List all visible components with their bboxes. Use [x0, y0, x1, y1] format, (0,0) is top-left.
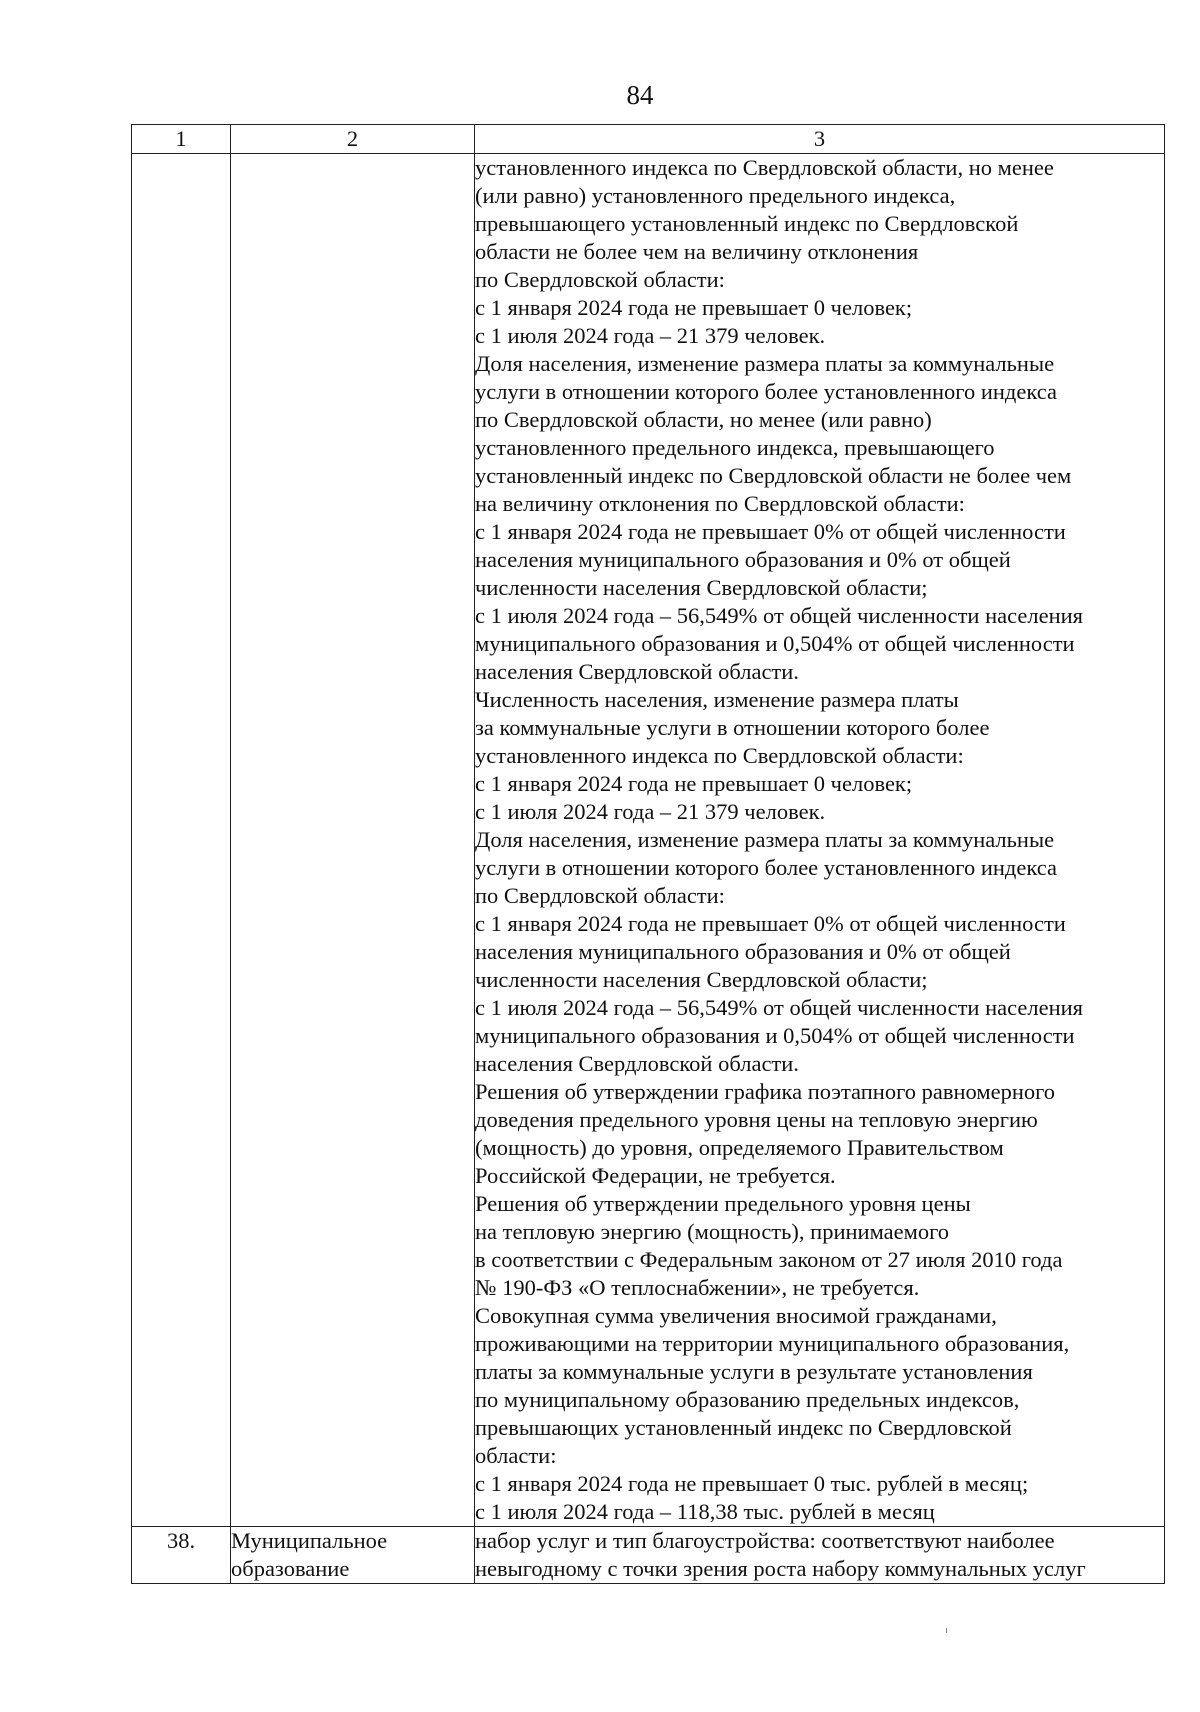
continuation-name-cell	[231, 154, 475, 1527]
text-line: с 1 января 2024 года не превышает 0 человек;	[475, 771, 913, 796]
text-line: превышающих установленный индекс по Свердловской	[475, 1415, 1012, 1440]
text-line: с 1 июля 2024 года – 56,549% от общей численности населения	[475, 603, 1083, 628]
text-line: Совокупная сумма увеличения вносимой гражданами,	[475, 1303, 997, 1328]
continuation-row	[132, 154, 1165, 1527]
text-line: по Свердловской области:	[475, 883, 725, 908]
scan-mark	[946, 1628, 947, 1633]
text-line: с 1 января 2024 года не превышает 0% от общей численности	[475, 911, 1066, 936]
text-line: с 1 января 2024 года не превышает 0% от общей численности	[475, 519, 1066, 544]
text-line: проживающими на территории муниципального образования,	[475, 1331, 1070, 1356]
page-number: 84	[626, 80, 654, 110]
text-line: услуги в отношении которого более установленного индекса	[475, 379, 1057, 404]
text-line: по Свердловской области:	[475, 267, 725, 292]
text-line: невыгодному с точки зрения роста набору коммунальных услуг	[475, 1556, 1086, 1581]
table-header-row	[132, 125, 1165, 154]
text-line: на величину отклонения по Свердловской области:	[475, 491, 965, 516]
text-line: доведения предельного уровня цены на тепловую энергию	[475, 1107, 1038, 1132]
row-number: 38.	[166, 1528, 196, 1553]
text-line: установленного предельного индекса, превышающего	[475, 435, 995, 460]
text-line: с 1 июля 2024 года – 56,549% от общей численности населения	[475, 995, 1083, 1020]
text-line: установленного индекса по Свердловской области:	[475, 743, 964, 768]
text-line: населения муниципального образования и 0% от общей	[475, 547, 1011, 572]
continuation-number-cell	[132, 154, 231, 1527]
text-line: Численность населения, изменение размера платы	[475, 687, 959, 712]
text-line: установленный индекс по Свердловской области не более чем	[475, 463, 1072, 488]
text-line: численности населения Свердловской области;	[475, 967, 928, 992]
text-line: по муниципальному образованию предельных индексов,	[475, 1387, 1020, 1412]
text-line: Доля населения, изменение размера платы за коммунальные	[475, 827, 1055, 852]
text-line: населения Свердловской области.	[475, 659, 799, 684]
row-38-text-cell	[475, 1527, 1165, 1584]
text-line: услуги в отношении которого более установленного индекса	[475, 855, 1057, 880]
text-line: численности населения Свердловской области;	[475, 575, 928, 600]
row-number-cell	[132, 1527, 231, 1584]
text-line: Решения об утверждении предельного уровня цены	[475, 1191, 971, 1216]
text-line: с 1 июля 2024 года – 21 379 человек.	[475, 323, 826, 348]
text-line: с 1 января 2024 года не превышает 0 тыс. рублей в месяц;	[475, 1471, 1029, 1496]
text-line: за коммунальные услуги в отношении которого более	[475, 715, 990, 740]
text-line: в соответствии с Федеральным законом от 27 июля 2010 года	[475, 1247, 1063, 1272]
text-line: (мощность) до уровня, определяемого Правительством	[475, 1135, 1004, 1160]
text-line: платы за коммунальные услуги в результате установления	[475, 1359, 1033, 1384]
text-line: (или равно) установленного предельного индекса,	[475, 183, 956, 208]
text-line: на тепловую энергию (мощность), принимаемого	[475, 1219, 950, 1244]
text-line: с 1 июля 2024 года – 21 379 человек.	[475, 799, 826, 824]
text-line: набор услуг и тип благоустройства: соответствуют наиболее	[475, 1528, 1055, 1553]
column-header-3: 3	[475, 125, 1165, 154]
column-header-2: 2	[231, 125, 475, 154]
text-line: превышающего установленный индекс по Свердловской	[475, 211, 1019, 236]
text-line: муниципального образования и 0,504% от общей численности	[475, 1023, 1075, 1048]
text-line: установленного индекса по Свердловской области, но менее	[475, 155, 1054, 180]
municipality-name-cell	[231, 1527, 475, 1584]
text-line: с 1 января 2024 года не превышает 0 человек;	[475, 295, 913, 320]
text-line: Доля населения, изменение размера платы за коммунальные	[475, 351, 1055, 376]
text-line: по Свердловской области, но менее (или равно)	[475, 407, 932, 432]
continuation-text-cell	[475, 154, 1165, 1527]
text-line: Решения об утверждении графика поэтапного равномерного	[475, 1079, 1056, 1104]
text-line: с 1 июля 2024 года – 118,38 тыс. рублей в месяц	[475, 1499, 935, 1524]
text-line: Российской Федерации, не требуется.	[475, 1163, 836, 1188]
text-line: области не более чем на величину отклонения	[475, 239, 919, 264]
table-row-38	[132, 1527, 1165, 1584]
text-line: населения муниципального образования и 0% от общей	[475, 939, 1011, 964]
text-line: муниципального образования и 0,504% от общей численности	[475, 631, 1075, 656]
column-header-1: 1	[132, 125, 231, 154]
municipality-name-line: образование	[231, 1556, 350, 1581]
municipality-name-line: Муниципальное	[231, 1528, 388, 1553]
text-line: № 190-ФЗ «О теплоснабжении», не требуется.	[475, 1275, 920, 1300]
text-line: населения Свердловской области.	[475, 1051, 799, 1076]
document-table	[131, 124, 1165, 1584]
text-line: области:	[475, 1443, 557, 1468]
